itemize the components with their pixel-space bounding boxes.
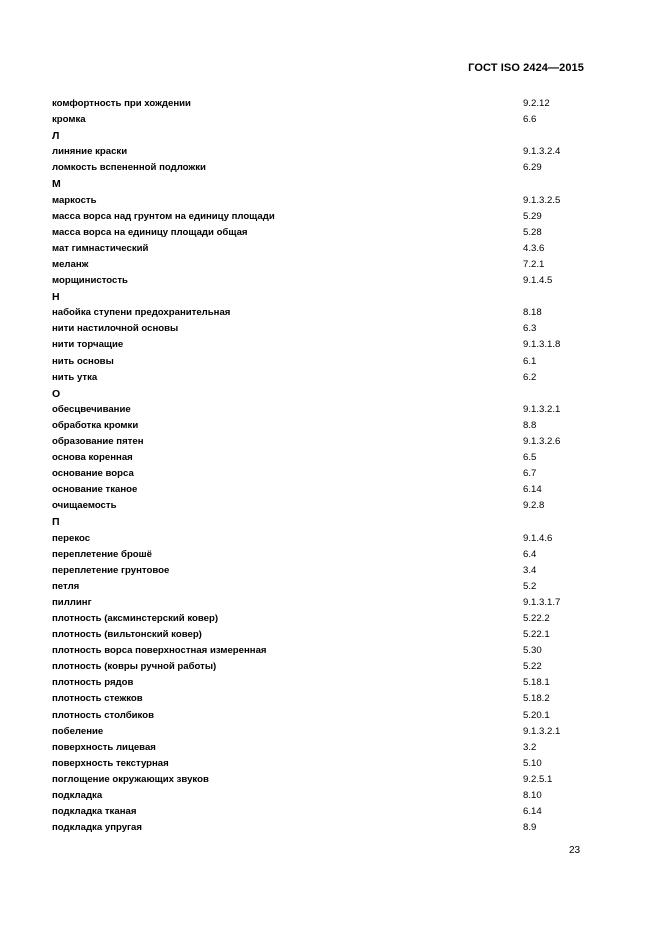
index-entry xyxy=(52,273,582,289)
index-entry xyxy=(52,804,582,820)
index-letter-heading xyxy=(52,386,582,402)
index-term: образование пятен xyxy=(52,435,144,447)
index-reference: 9.1.3.1.7 xyxy=(523,596,561,608)
index-term: поверхность лицевая xyxy=(52,741,156,753)
index-reference: 6.1 xyxy=(523,355,537,367)
index-term: побеление xyxy=(52,725,104,737)
index-entry xyxy=(52,675,582,691)
index-entry xyxy=(52,144,582,160)
index-entry xyxy=(52,595,582,611)
letter-heading-label: П xyxy=(52,516,60,529)
index-term: подкладка xyxy=(52,790,103,802)
index-entry xyxy=(52,96,582,112)
index-entry xyxy=(52,241,582,257)
index-reference: 6.6 xyxy=(523,114,537,126)
index-term: набойка ступени предохранительная xyxy=(52,307,231,319)
index-reference: 9.1.4.5 xyxy=(523,275,553,287)
index-entry xyxy=(52,434,582,450)
index-reference: 5.2 xyxy=(523,580,537,592)
index-term: нити настилочной основы xyxy=(52,323,179,335)
index-reference: 5.18.2 xyxy=(523,693,550,705)
index-term: подкладка тканая xyxy=(52,806,137,818)
index-entry xyxy=(52,772,582,788)
index-entry xyxy=(52,579,582,595)
index-reference: 5.10 xyxy=(523,757,542,769)
index-entry xyxy=(52,370,582,386)
index-reference: 9.2.5.1 xyxy=(523,773,553,785)
index-term: плотность (аксминстерский ковер) xyxy=(52,613,219,624)
document-header: ГОСТ ISO 2424—2015 xyxy=(468,62,584,74)
index-reference: 5.22 xyxy=(523,661,542,673)
index-reference: 8.10 xyxy=(523,790,542,802)
index-entry xyxy=(52,498,582,514)
index-reference: 6.14 xyxy=(523,484,542,496)
index-reference: 6.3 xyxy=(523,323,537,335)
index-term: переплетение брошё xyxy=(52,548,153,560)
index-entry xyxy=(52,547,582,563)
index-term: плотность (вильтонский ковер) xyxy=(52,629,202,641)
index-entry xyxy=(52,820,582,836)
index-term: основание ворса xyxy=(52,468,134,480)
letter-heading-label: О xyxy=(52,387,61,400)
index-term: морщинистость xyxy=(52,275,128,287)
index-entry xyxy=(52,531,582,547)
index-term: меланж xyxy=(52,258,89,270)
index-term: масса ворса на единицу площади общая xyxy=(52,226,248,238)
index-reference: 9.1.3.2.1 xyxy=(523,725,561,737)
index-term: мат гимнастический xyxy=(52,242,149,254)
index-entry xyxy=(52,691,582,707)
index-entry xyxy=(52,482,582,498)
index-entry xyxy=(52,402,582,418)
index-entry xyxy=(52,160,582,176)
index-entry xyxy=(52,112,582,128)
index-entry xyxy=(52,466,582,482)
index-term: обработка кромки xyxy=(52,419,139,431)
index-reference: 5.28 xyxy=(523,226,542,238)
index-reference: 5.18.1 xyxy=(523,677,550,689)
index-term: плотность (ковры ручной работы) xyxy=(52,661,217,673)
index-reference: 8.18 xyxy=(523,307,542,319)
index-reference: 5.30 xyxy=(523,645,542,657)
index-entry xyxy=(52,659,582,675)
index-term: очищаемость xyxy=(52,500,117,512)
index-reference: 9.1.4.6 xyxy=(523,532,553,544)
index-term: комфортность при хождении xyxy=(52,98,191,109)
index-term: линяние краски xyxy=(52,146,128,158)
index-letter-heading xyxy=(52,514,582,530)
index-term: основание тканое xyxy=(52,484,138,496)
index-term: подкладка упругая xyxy=(52,822,142,834)
index-term: плотность стежков xyxy=(52,693,143,705)
term-index xyxy=(52,96,582,836)
index-term: поверхность текстурная xyxy=(52,757,169,769)
letter-heading-label: Н xyxy=(52,291,60,304)
index-term: нити торчащие xyxy=(52,339,124,351)
index-term: петля xyxy=(52,580,80,592)
index-entry xyxy=(52,724,582,740)
index-reference: 5.20.1 xyxy=(523,709,550,721)
index-reference: 6.2 xyxy=(523,371,537,383)
index-term: переплетение грунтовое xyxy=(52,564,170,576)
index-reference: 6.29 xyxy=(523,162,542,174)
index-term: плотность столбиков xyxy=(52,709,154,721)
index-letter-heading xyxy=(52,128,582,144)
index-reference: 9.2.8 xyxy=(523,500,545,512)
index-term: ломкость вспененной подложки xyxy=(52,162,206,174)
index-term: маркость xyxy=(52,194,97,206)
index-term: обесцвечивание xyxy=(52,403,131,415)
index-entry xyxy=(52,321,582,337)
index-entry xyxy=(52,354,582,370)
index-term: кромка xyxy=(52,114,86,126)
index-entry xyxy=(52,337,582,353)
index-reference: 9.1.3.2.5 xyxy=(523,194,561,206)
index-reference: 6.7 xyxy=(523,468,537,480)
index-term: основа коренная xyxy=(52,452,133,464)
index-term: перекос xyxy=(52,532,91,544)
index-reference: 7.2.1 xyxy=(523,258,545,270)
index-reference: 9.1.3.2.6 xyxy=(523,435,561,447)
index-reference: 6.5 xyxy=(523,452,537,464)
index-reference: 5.22.2 xyxy=(523,613,550,624)
index-reference: 4.3.6 xyxy=(523,242,545,254)
index-entry xyxy=(52,627,582,643)
index-term: плотность ворса поверхностная измеренная xyxy=(52,645,267,657)
index-entry xyxy=(52,305,582,321)
index-entry xyxy=(52,643,582,659)
index-entry xyxy=(52,708,582,724)
index-term: нить основы xyxy=(52,355,114,367)
index-letter-heading xyxy=(52,176,582,192)
index-entry xyxy=(52,788,582,804)
index-reference: 9.1.3.2.4 xyxy=(523,146,561,158)
index-reference: 8.8 xyxy=(523,419,537,431)
index-reference: 5.22.1 xyxy=(523,629,550,641)
index-reference: 6.4 xyxy=(523,548,537,560)
index-entry xyxy=(52,756,582,772)
index-reference: 9.1.3.1.8 xyxy=(523,339,561,351)
index-entry xyxy=(52,450,582,466)
index-term: пиллинг xyxy=(52,596,92,608)
index-entry xyxy=(52,225,582,241)
index-term: масса ворса над грунтом на единицу площади xyxy=(52,210,275,222)
index-entry xyxy=(52,209,582,225)
page-number: 23 xyxy=(569,845,581,856)
index-letter-heading xyxy=(52,289,582,305)
index-reference: 6.14 xyxy=(523,806,542,818)
index-entry xyxy=(52,563,582,579)
index-reference: 9.1.3.2.1 xyxy=(523,403,561,415)
index-entry xyxy=(52,740,582,756)
index-reference: 3.2 xyxy=(523,741,537,753)
index-entry xyxy=(52,418,582,434)
letter-heading-label: М xyxy=(52,178,61,191)
letter-heading-label: Л xyxy=(52,130,60,143)
index-reference: 5.29 xyxy=(523,210,542,222)
index-entry xyxy=(52,257,582,273)
index-entry xyxy=(52,193,582,209)
index-entry xyxy=(52,611,582,627)
index-term: поглощение окружающих звуков xyxy=(52,773,209,785)
index-reference: 3.4 xyxy=(523,564,537,576)
index-term: нить утка xyxy=(52,371,98,383)
index-term: плотность рядов xyxy=(52,677,134,689)
index-reference: 8.9 xyxy=(523,822,537,834)
index-reference: 9.2.12 xyxy=(523,98,550,109)
